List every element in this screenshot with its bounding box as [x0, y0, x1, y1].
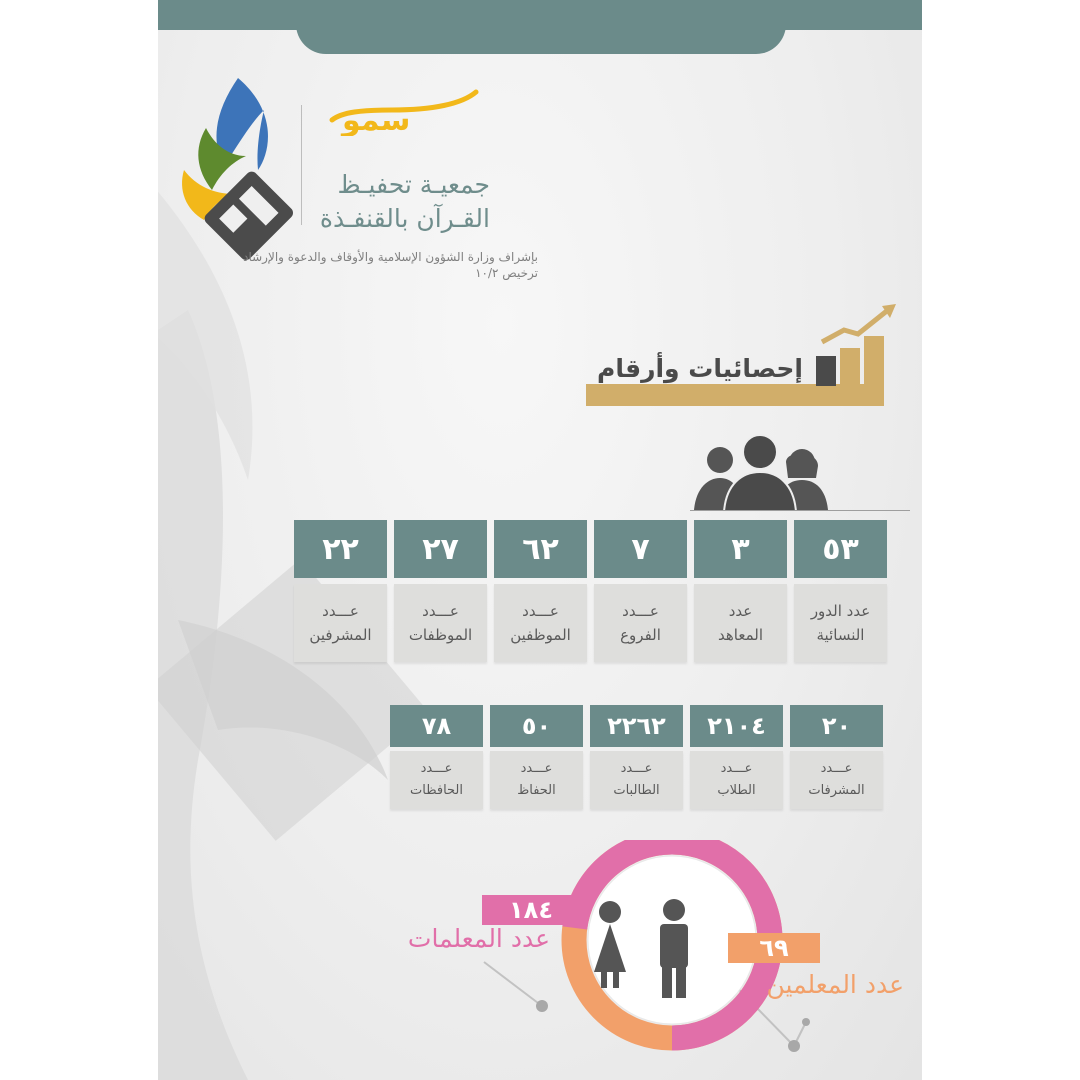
stat-label-line2: النسائية — [816, 626, 865, 644]
stat-value: ٢٠ — [790, 705, 883, 747]
stat-card-male-students — [690, 705, 783, 809]
stats-title-block — [586, 300, 898, 410]
stat-value: ٥٣ — [794, 520, 887, 578]
stat-value: ٢٢٦٢ — [590, 705, 683, 747]
stat-label — [294, 584, 387, 662]
stat-label-line1: عـــدد — [522, 602, 559, 620]
stat-label-line1: عـــدد — [420, 761, 453, 776]
stat-label — [494, 584, 587, 662]
stat-label-line1: عـــدد — [422, 602, 459, 620]
stat-label-line1: عـــدد — [620, 761, 653, 776]
logo-wordmark — [312, 86, 482, 136]
people-group-icon — [690, 432, 830, 512]
female-teachers-count: ١٨٤ — [482, 895, 580, 925]
organization-name — [230, 168, 490, 236]
stat-card-branches — [594, 520, 687, 662]
supervision-note — [218, 249, 538, 281]
stat-label-line1: عـــدد — [720, 761, 753, 776]
stat-value: ٦٢ — [494, 520, 587, 578]
stat-label-line1: عـــدد — [520, 761, 553, 776]
stat-label — [390, 751, 483, 809]
stat-card-male-employees — [494, 520, 587, 662]
stat-label — [794, 584, 887, 662]
stat-card-female-students — [590, 705, 683, 809]
stat-value: ٢١٠٤ — [690, 705, 783, 747]
stat-label — [690, 751, 783, 809]
stat-label-line1: عـــدد — [820, 761, 853, 776]
organization-name-line1: جمعيـة تحفيـظ — [337, 170, 490, 199]
license-text: ترخيص ١٠/٢ — [475, 266, 538, 280]
male-teachers-label: عدد المعلمين — [766, 970, 904, 999]
stat-label-line2: الموظفات — [408, 626, 473, 644]
stat-label-line1: عدد الدور — [810, 602, 871, 620]
teachers-ring-chart — [380, 840, 940, 1080]
svg-text:سمو: سمو — [342, 103, 411, 136]
stat-label-line2: الحافظات — [410, 783, 464, 798]
stat-label-line2: المشرفين — [309, 626, 372, 644]
male-teachers-count: ٦٩ — [728, 933, 820, 963]
stat-label-line2: المشرفات — [808, 783, 865, 798]
stat-label — [590, 751, 683, 809]
stat-label-line1: عـــدد — [622, 602, 659, 620]
stat-card-institutes — [694, 520, 787, 662]
stat-value: ٢٢ — [294, 520, 387, 578]
stat-value: ٥٠ — [490, 705, 583, 747]
stat-card-womens-centers — [794, 520, 887, 662]
stat-label — [490, 751, 583, 809]
stat-card-female-memorizers — [390, 705, 483, 809]
organization-name-line2: القـرآن بالقنفـذة — [319, 204, 490, 233]
stat-label-line2: الطالبات — [613, 783, 660, 798]
stat-label — [694, 584, 787, 662]
stat-card-male-supervisors — [294, 520, 387, 662]
stat-value: ٧٨ — [390, 705, 483, 747]
separator-line — [690, 510, 910, 511]
stat-label-line2: الطلاب — [717, 783, 756, 798]
stat-label — [594, 584, 687, 662]
stat-value: ٣ — [694, 520, 787, 578]
supervision-text: بإشراف وزارة الشؤون الإسلامية والأوقاف والدعوة والإرشاد — [243, 250, 538, 264]
stat-card-female-supervisors — [790, 705, 883, 809]
stat-value: ٢٧ — [394, 520, 487, 578]
stat-label-line2: الموظفين — [510, 626, 571, 644]
stat-label-line1: عـــدد — [322, 602, 359, 620]
stat-card-male-memorizers — [490, 705, 583, 809]
female-teachers-label: عدد المعلمات — [407, 924, 550, 953]
stat-card-female-employees — [394, 520, 487, 662]
stat-label — [790, 751, 883, 809]
stat-label-line2: المعاهد — [718, 626, 763, 644]
stat-value: ٧ — [594, 520, 687, 578]
stats-title: إحصائيات وأرقام — [597, 354, 803, 383]
stat-label-line2: الفروع — [620, 626, 661, 644]
stat-label-line2: الحفاظ — [517, 783, 556, 798]
stat-label — [394, 584, 487, 662]
stat-label-line1: عدد — [728, 602, 753, 620]
